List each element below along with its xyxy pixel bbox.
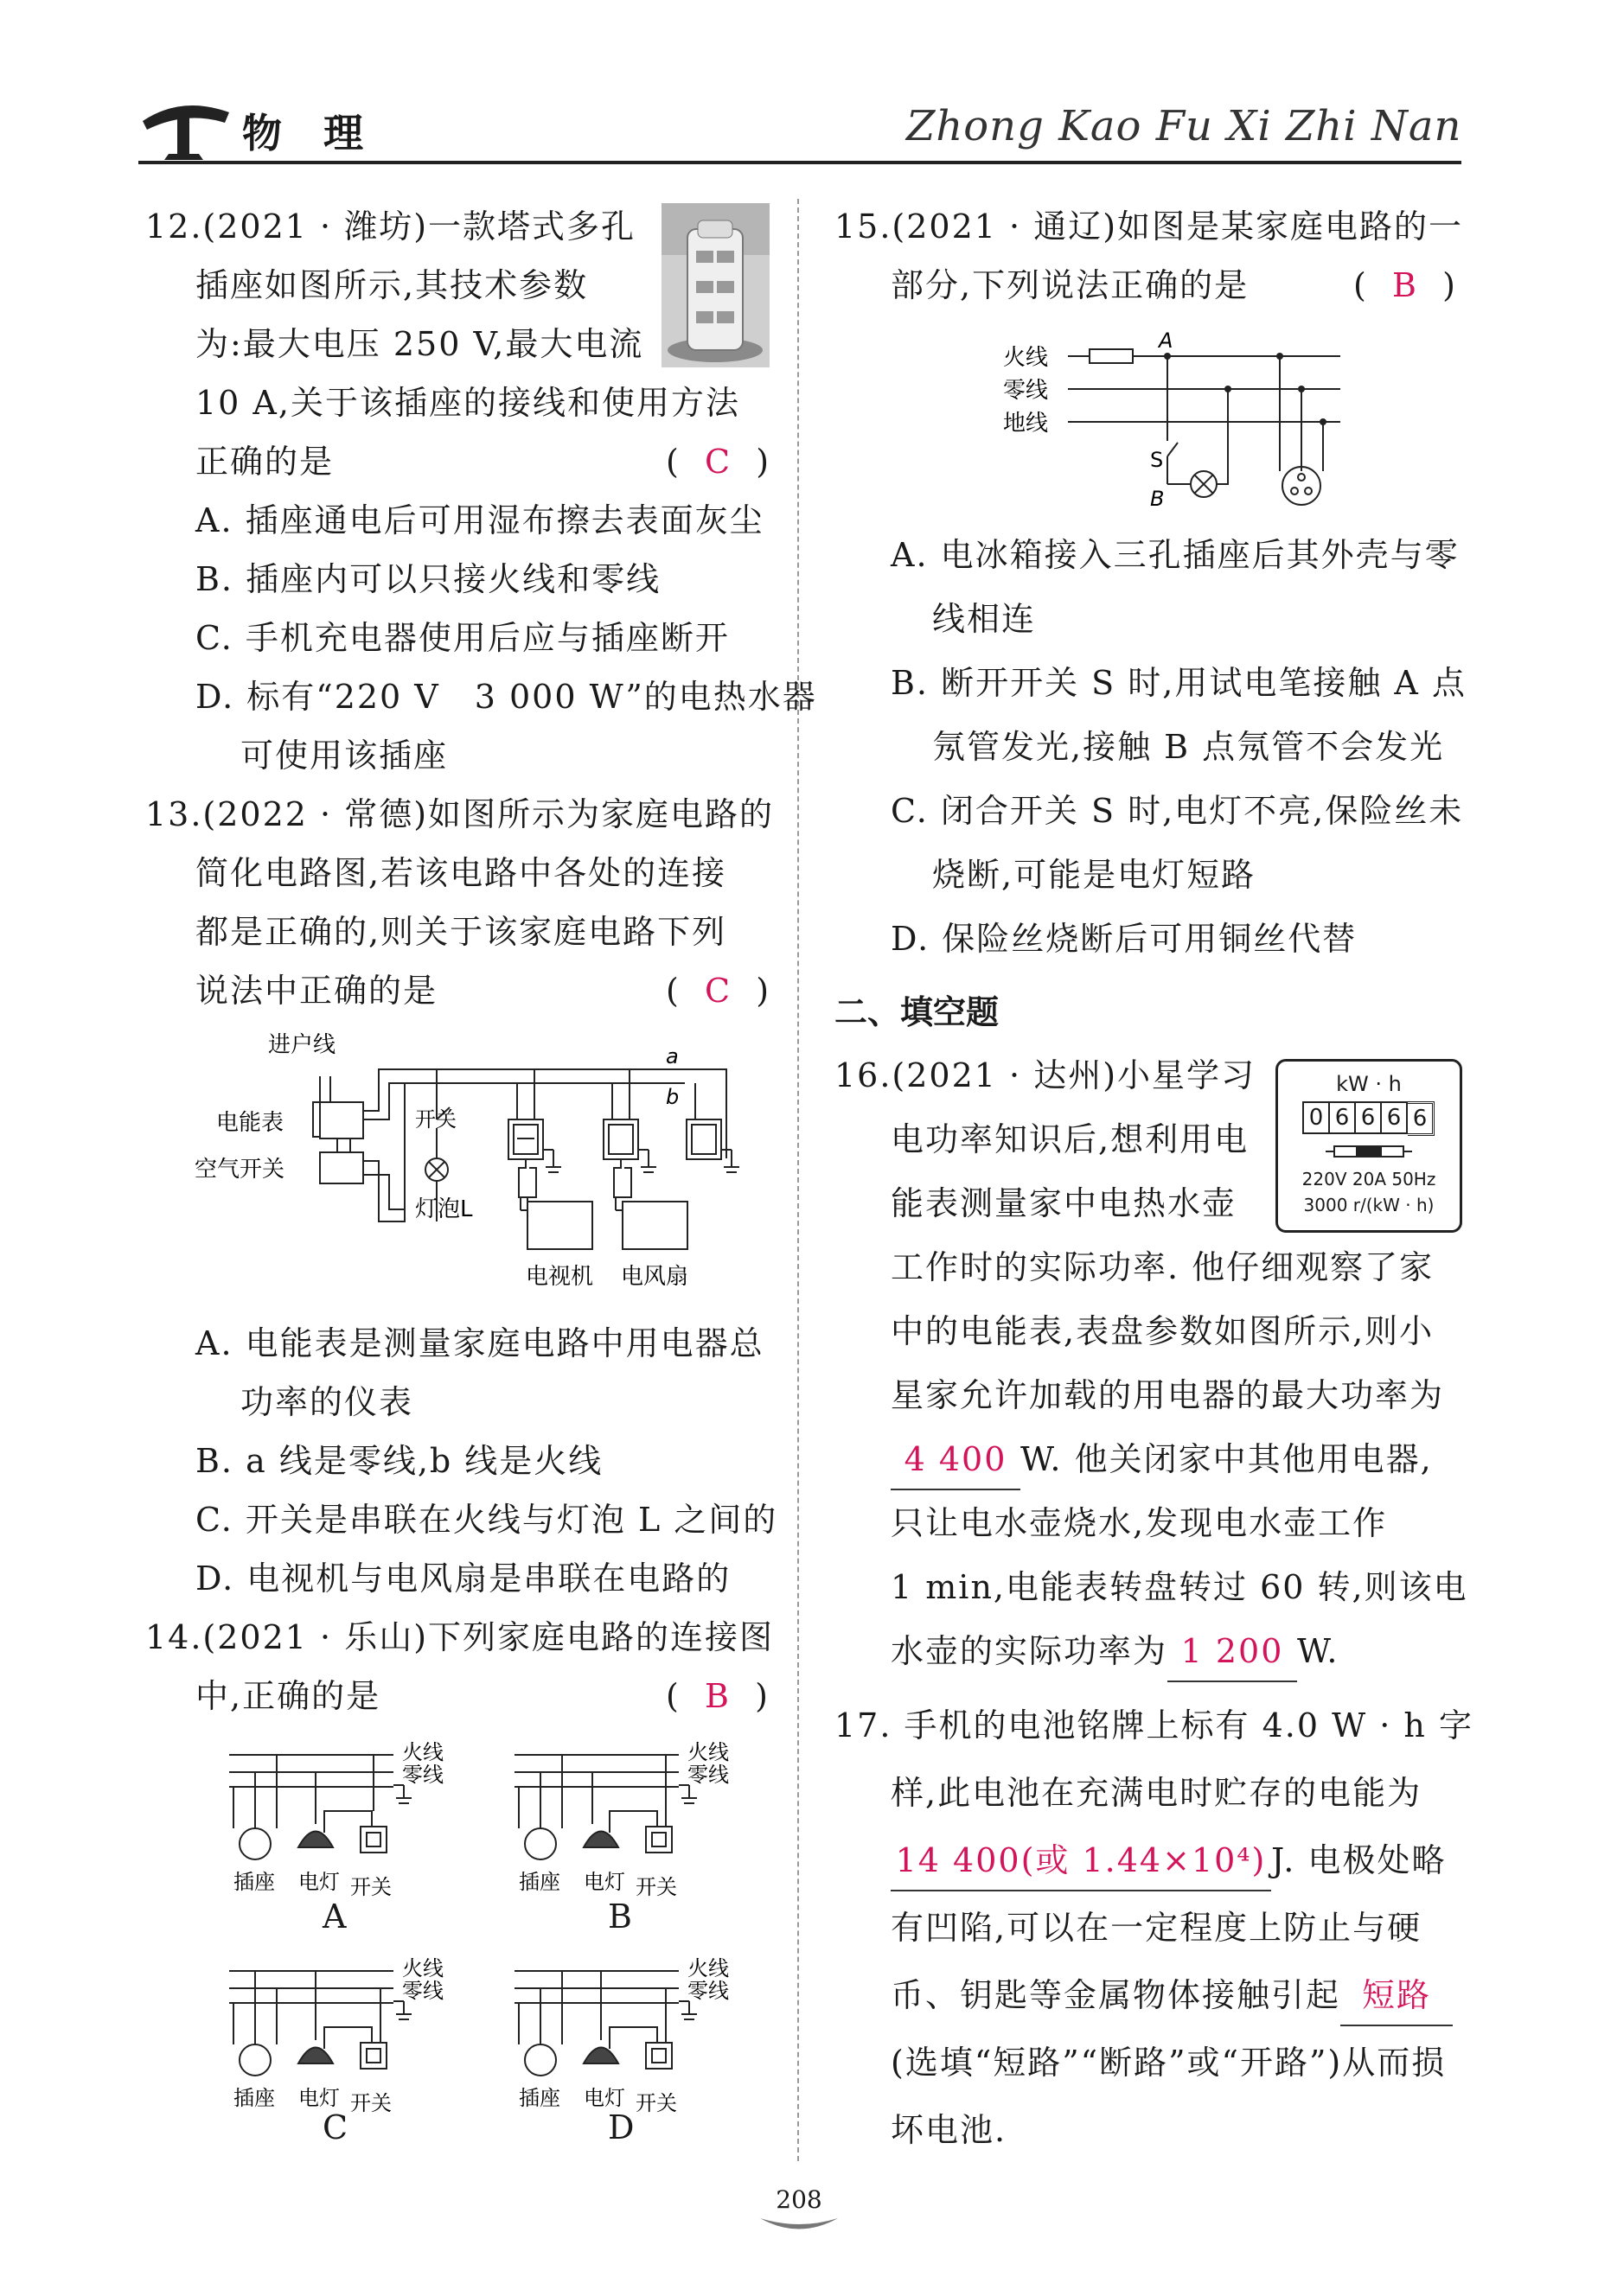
fig-a-lamp-label: 电灯 [298,1870,340,1894]
meter-digit: 6 [1356,1101,1382,1134]
q13-line: 说法中正确的是 [195,972,438,1010]
q17-line: 有凹陷,可以在一定程度上防止与硬 [891,1909,1422,1947]
q17-line: (选填“短路”“断路”或“开路”)从而损 [891,2044,1447,2082]
label-a: a [666,1044,679,1068]
fig-b-caption: B [608,1897,634,1936]
q16-blank-line-2 [891,1622,1339,1682]
meter-digit: 0 [1302,1101,1330,1134]
meter-spec: 220V 20A 50Hz [1301,1169,1436,1189]
q12-option-d-cont: 可使用该插座 [240,737,449,775]
meter-unit: kW · h [1336,1072,1402,1096]
q15-answer: B [1391,266,1418,304]
fig-c-socket-label: 插座 [233,2086,275,2110]
q17-line: 样,此电池在充满电时贮存的电能为 [891,1774,1422,1812]
q14-answer-bracket: ( B ) [666,1677,770,1715]
q16-line: 中的电能表,表盘参数如图所示,则小 [891,1312,1435,1350]
label-inlet: 进户线 [268,1032,336,1058]
label-bulb: 灯泡L [415,1196,473,1222]
q15-option-b: B. 断开开关 S 时,用试电笔接触 A 点 [891,664,1467,702]
fig-d-lamp-label: 电灯 [584,2086,625,2110]
q15-option-d: D. 保险丝烧断后可用铜丝代替 [891,920,1358,958]
q13-option-a-cont: 功率的仪表 [240,1383,414,1421]
column-divider [797,199,799,2161]
q12-option-d: D. 标有“220 V 3 000 W”的电热水器 [195,678,817,716]
q15-circuit-diagram [994,328,1358,514]
q17-before-2: 币、钥匙等金属物体接触引起 [891,1976,1341,2014]
label-ground: 地线 [1003,411,1049,437]
q16-blank-line [891,1430,1433,1490]
q12-answer-bracket: ( C ) [666,443,771,481]
fig-c-lamp-label: 电灯 [298,2086,340,2110]
q12-answer: C [704,443,732,481]
q15-option-a: A. 电冰箱接入三孔插座后其外壳与零 [891,536,1460,574]
q13-option-a: A. 电能表是测量家庭电路中用电器总 [195,1324,764,1362]
q15-option-b-cont: 氖管发光,接触 B 点氖管不会发光 [932,728,1445,766]
section-fill-in-title: 二、填空题 [834,993,1000,1031]
q17-blank-2[interactable]: 短路 [1340,1966,1453,2026]
fig-b-neutral-label: 零线 [687,1763,729,1787]
q13-option-b: B. a 线是零线,b 线是火线 [195,1442,604,1480]
logo-icon [138,86,233,164]
q13-line: 13.(2022 · 常德)如图所示为家庭电路的 [145,795,775,833]
q13-answer-bracket: ( C ) [666,972,771,1010]
fig-a-neutral-label: 零线 [402,1763,444,1787]
q12-line: 为:最大电压 250 V,最大电流 [195,325,644,363]
q15-answer-bracket: ( B ) [1353,266,1457,304]
q17-blank-line-2 [891,1966,1453,2026]
fig-a-socket-label: 插座 [233,1870,275,1894]
fig-b-diagram [506,1733,783,1906]
fig-c-switch-label: 开关 [350,2091,392,2115]
q13-option-d: D. 电视机与电风扇是串联在电路的 [195,1559,732,1598]
fig-a-caption: A [323,1897,348,1936]
q14-figure-d [506,1949,783,2157]
label-A: A [1159,328,1173,353]
q17-line: 坏电池. [891,2111,1007,2149]
meter-digit: 6 [1330,1101,1356,1134]
q16-after-1: W. 他关闭家中其他用电器, [1020,1440,1433,1478]
q12-option-c: C. 手机充电器使用后应与插座断开 [195,619,730,657]
meter-rev: 3000 r/(kW · h) [1303,1195,1435,1215]
q14-figure-b [506,1733,783,1941]
q15-line: 15.(2021 · 通辽)如图是某家庭电路的一 [834,207,1464,246]
meter-dial-icon [1326,1141,1412,1162]
fig-c-live-label: 火线 [402,1956,444,1980]
fig-b-socket-label: 插座 [519,1870,560,1894]
fig-c-neutral-label: 零线 [402,1979,444,2003]
q15-option-c-cont: 烧断,可能是电灯短路 [932,856,1256,894]
fig-b-switch-label: 开关 [636,1875,677,1899]
fig-d-switch-label: 开关 [636,2091,677,2115]
q12-option-a: A. 插座通电后可用湿布擦去表面灰尘 [195,501,764,539]
q14-figure-a [221,1733,497,1941]
q12-line: 12.(2021 · 潍坊)一款塔式多孔 [145,207,636,246]
q16-blank-2[interactable]: 1 200 [1167,1622,1297,1682]
label-B: B [1150,487,1165,511]
q14-figure-c [221,1949,497,2157]
q13-answer: C [704,972,732,1010]
fig-b-live-label: 火线 [687,1740,729,1764]
q17-blank-1[interactable]: 14 400(或 1.44×10⁴) [891,1831,1271,1891]
energy-meter [1275,1059,1462,1233]
label-breaker: 空气开关 [195,1157,285,1183]
fig-b-lamp-label: 电灯 [584,1870,625,1894]
q16-line: 工作时的实际功率. 他仔细观察了家 [891,1248,1435,1286]
q16-line: 电功率知识后,想利用电 [891,1120,1250,1158]
label-tv: 电视机 [526,1264,594,1290]
q16-line: 1 min,电能表转盘转过 60 转,则该电 [891,1568,1468,1606]
page-number: 208 [776,2185,822,2214]
q16-before-2: 水壶的实际功率为 [891,1632,1168,1670]
q12-option-b: B. 插座内可以只接火线和零线 [195,560,662,598]
q13-line: 都是正确的,则关于该家庭电路下列 [195,913,727,951]
fig-d-socket-label: 插座 [519,2086,560,2110]
header-rule [138,161,1461,164]
page-number-footer [756,2185,842,2237]
series-title: Zhong Kao Fu Xi Zhi Nan [906,102,1462,150]
label-meter: 电能表 [216,1110,284,1136]
subject-title: 物 理 [242,110,378,156]
label-neutral: 零线 [1003,378,1049,404]
fig-c-caption: C [323,2108,350,2146]
fig-d-caption: D [608,2108,636,2146]
q12-line: 插座如图所示,其技术参数 [195,266,589,304]
fig-a-switch-label: 开关 [350,1875,392,1899]
q16-line: 能表测量家中电热水壶 [891,1184,1237,1222]
fig-d-neutral-label: 零线 [687,1979,729,2003]
fig-d-live-label: 火线 [687,1956,729,1980]
q15-option-a-cont: 线相连 [932,600,1037,638]
meter-digits [1302,1101,1435,1136]
q16-after-2: W. [1297,1632,1339,1670]
label-S: S [1150,448,1164,472]
q14-line: 14.(2021 · 乐山)下列家庭电路的连接图 [145,1618,775,1656]
q17-blank-line [891,1831,1446,1891]
q16-blank-1[interactable]: 4 400 [891,1430,1020,1490]
q16-line: 只让电水壶烧水,发现电水壶工作 [891,1504,1388,1542]
fig-d-diagram [506,1949,783,2122]
q12-line: 10 A,关于该插座的接线和使用方法 [195,384,740,422]
meter-digit: 6 [1408,1101,1435,1136]
q17-after-1: J. 电极处略 [1271,1841,1447,1879]
fig-a-live-label: 火线 [402,1740,444,1764]
header [0,0,1598,173]
q14-answer: B [704,1677,731,1715]
fig-a-diagram [221,1733,497,1906]
q14-line: 中,正确的是 [195,1677,381,1715]
meter-digit: 6 [1382,1101,1408,1134]
label-switch: 开关 [415,1107,457,1132]
label-b: b [666,1085,680,1109]
q17-line: 17. 手机的电池铭牌上标有 4.0 W · h 字 [834,1706,1473,1744]
fig-c-diagram [221,1949,497,2122]
q12-line: 正确的是 [195,443,335,481]
q16-line: 16.(2021 · 达州)小星学习 [834,1056,1256,1094]
q15-option-c: C. 闭合开关 S 时,电灯不亮,保险丝未 [891,792,1464,830]
q13-option-c: C. 开关是串联在火线与灯泡 L 之间的 [195,1501,778,1539]
q13-line: 简化电路图,若该电路中各处的连接 [195,854,727,892]
q15-line: 部分,下列说法正确的是 [891,266,1250,304]
q13-circuit-diagram [190,1024,778,1310]
q16-line: 星家允许加载的用电器的最大功率为 [891,1376,1445,1414]
tower-socket-photo [662,203,770,367]
label-fan: 电风扇 [621,1264,689,1290]
label-live: 火线 [1003,345,1049,371]
